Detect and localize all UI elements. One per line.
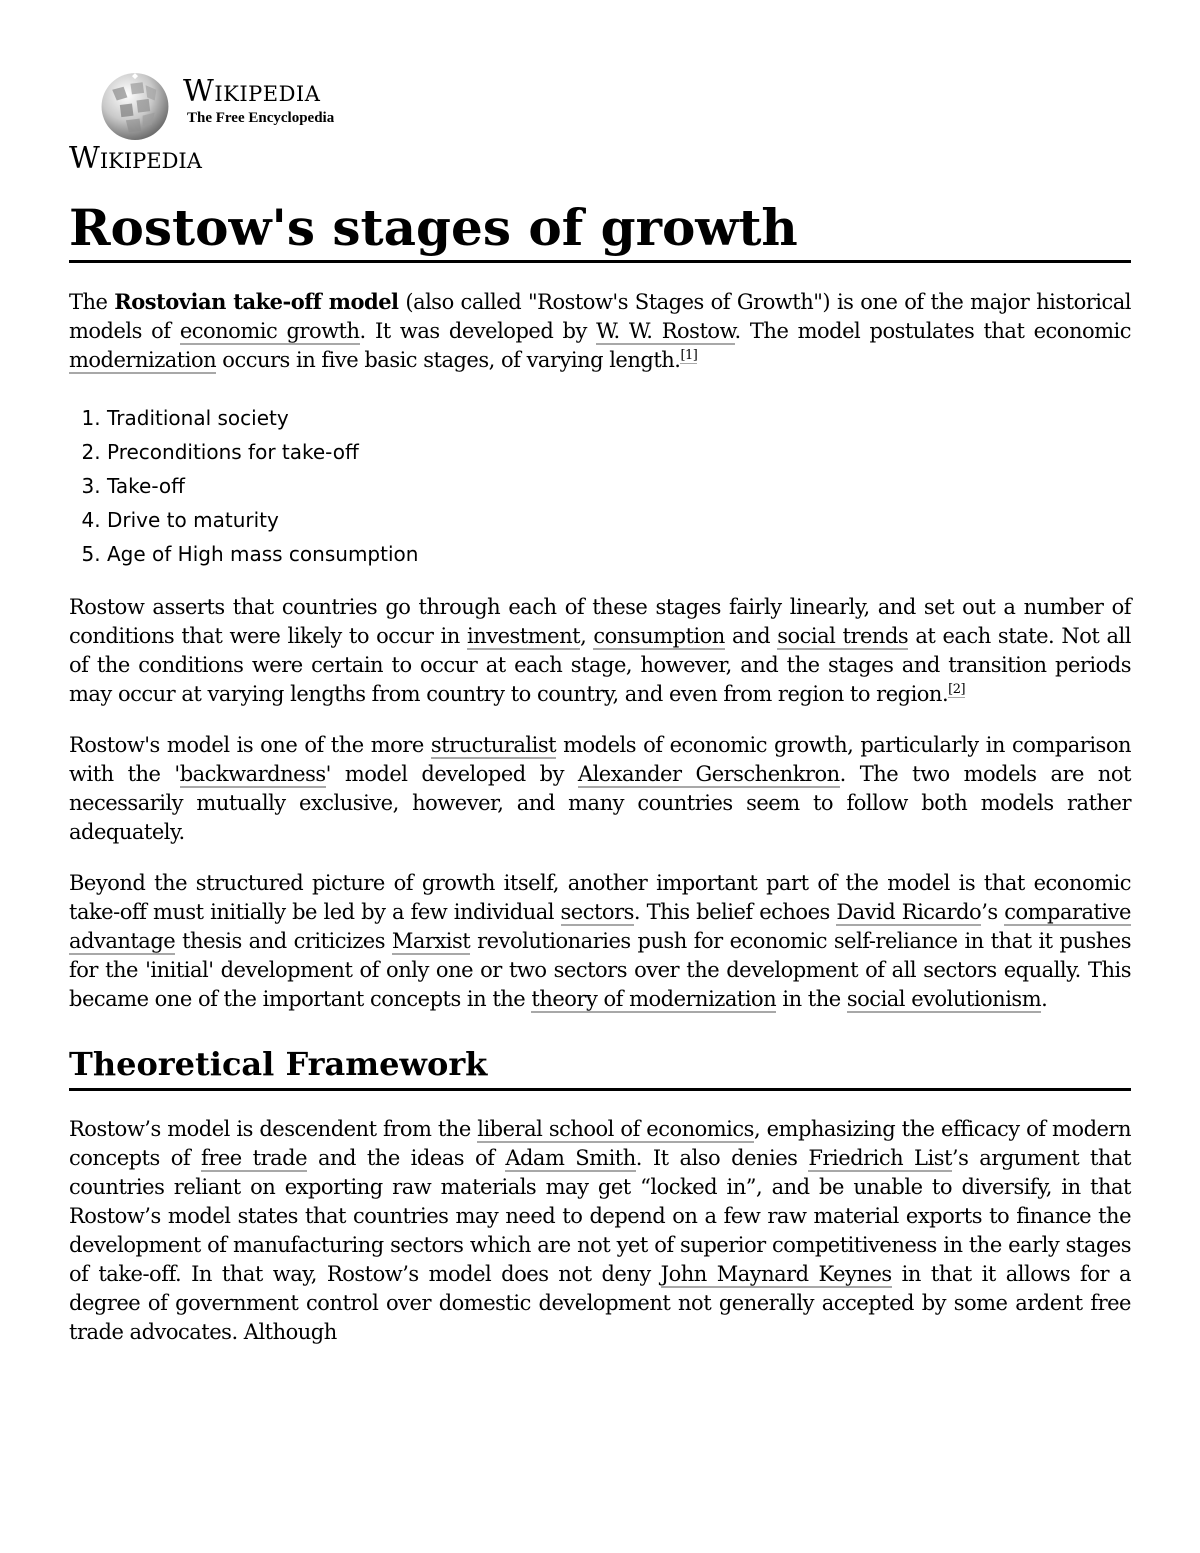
list-item: 5. Age of High mass consumption [107, 537, 1131, 571]
list-item: 1. Traditional society [107, 401, 1131, 435]
link-marxist[interactable]: Marxist [391, 929, 471, 953]
page-title: Rostow's stages of growth [69, 198, 1131, 263]
link-comparative-advantage[interactable]: comparative advantage [69, 900, 1131, 953]
paragraph-framework: Rostow’s model is descendent from the liberal school of economics, emphasizing the efficacy of modern concepts of free trade and the ideas of Adam Smith. It also denies Friedrich List’s argument that countries reliant on exporting raw materials may get “locked in”, and be unable to diversify, in that Rostow’s model states that countries may need to depend on a few raw material exports to finance the development of manufacturing sectors which are not yet of superior competitiveness in the early stages of take-off. In that way, Rostow’s model does not deny John Maynard Keynes in that it allows for a degree of government control over domestic development not generally accepted by some ardent free trade advocates. Although [69, 1117, 1131, 1344]
link-adam-smith[interactable]: Adam Smith [505, 1146, 636, 1170]
paragraph-linearity: Rostow asserts that countries go through each of these stages fairly linearly, and set out a number of conditions that were likely to occur in investment, consumption and social trends at each state. Not all of the conditions were certain to occur at each stage, however, and the stages and transition periods may occur at varying lengths from country to country, and even from region to region.[2] [69, 595, 1131, 706]
paragraph-structuralist: Rostow's model is one of the more structuralist models of economic growth, particularly in comparison with the 'backwardness' model developed by Alexander Gerschenkron. The two models are not necessarily mutually exclusive, however, and many countries seem to follow both models rather adequately. [69, 733, 1131, 844]
link-david-ricardo[interactable]: David Ricardo [836, 900, 982, 924]
wikipedia-globe-icon [97, 67, 173, 143]
link-social-evolutionism[interactable]: social evolutionism [846, 987, 1042, 1011]
link-backwardness[interactable]: backwardness [179, 762, 326, 786]
article-page [69, 66, 1131, 1347]
site-logo[interactable] [69, 66, 1131, 144]
link-w-w-rostow[interactable]: W. W. Rostow [596, 319, 735, 343]
link-social-trends[interactable]: social trends [777, 624, 909, 648]
logo-title: Wikipedia [183, 74, 321, 109]
link-sectors[interactable]: sectors [560, 900, 634, 924]
paragraph-sectors: Beyond the structured picture of growth itself, another important part of the model is that economic take-off must initially be led by a few individual sectors. This belief echoes David Ricardo’s comparative advantage thesis and criticizes Marxist revolutionaries push for economic self-reliance in that it pushes for the 'initial' development of only one or two sectors over the development of all sectors equally. This became one of the important concepts in the theory of modernization in the social evolutionism. [69, 871, 1131, 1011]
stages-list [69, 401, 1131, 571]
link-theory-of-modernization[interactable]: theory of modernization [531, 987, 777, 1011]
site-name[interactable]: Wikipedia [69, 141, 202, 176]
link-modernization[interactable]: modernization [69, 348, 217, 372]
link-john-maynard-keynes[interactable]: John Maynard Keynes [660, 1262, 892, 1286]
link-alexander-gerschenkron[interactable]: Alexander Gerschenkron [577, 762, 840, 786]
link-structuralist[interactable]: structuralist [430, 733, 557, 757]
list-item: 4. Drive to maturity [107, 503, 1131, 537]
bold-term: Rostovian take-off model [114, 289, 399, 314]
link-liberal-school[interactable]: liberal school of economics [477, 1117, 754, 1141]
link-economic-growth[interactable]: economic growth [179, 319, 360, 343]
section-heading: Theoretical Framework [69, 1044, 1131, 1091]
link-friedrich-list[interactable]: Friedrich List [808, 1146, 952, 1170]
list-item: 3. Take-off [107, 469, 1131, 503]
link-investment[interactable]: investment [467, 624, 581, 648]
citation-2[interactable]: [2] [948, 682, 966, 697]
logo-tagline: The Free Encyclopedia [187, 110, 335, 126]
link-consumption[interactable]: consumption [593, 624, 725, 648]
link-free-trade[interactable]: free trade [201, 1146, 308, 1170]
intro-paragraph: The Rostovian take-off model (also called "Rostow's Stages of Growth") is one of the major historical models of economic growth. It was developed by W. W. Rostow. The model postulates that economic modernization occurs in five basic stages, of varying length.[1] [69, 289, 1132, 372]
wordmark [183, 74, 335, 127]
list-item: 2. Preconditions for take-off [107, 435, 1131, 469]
citation-1[interactable]: [1] [680, 348, 698, 363]
